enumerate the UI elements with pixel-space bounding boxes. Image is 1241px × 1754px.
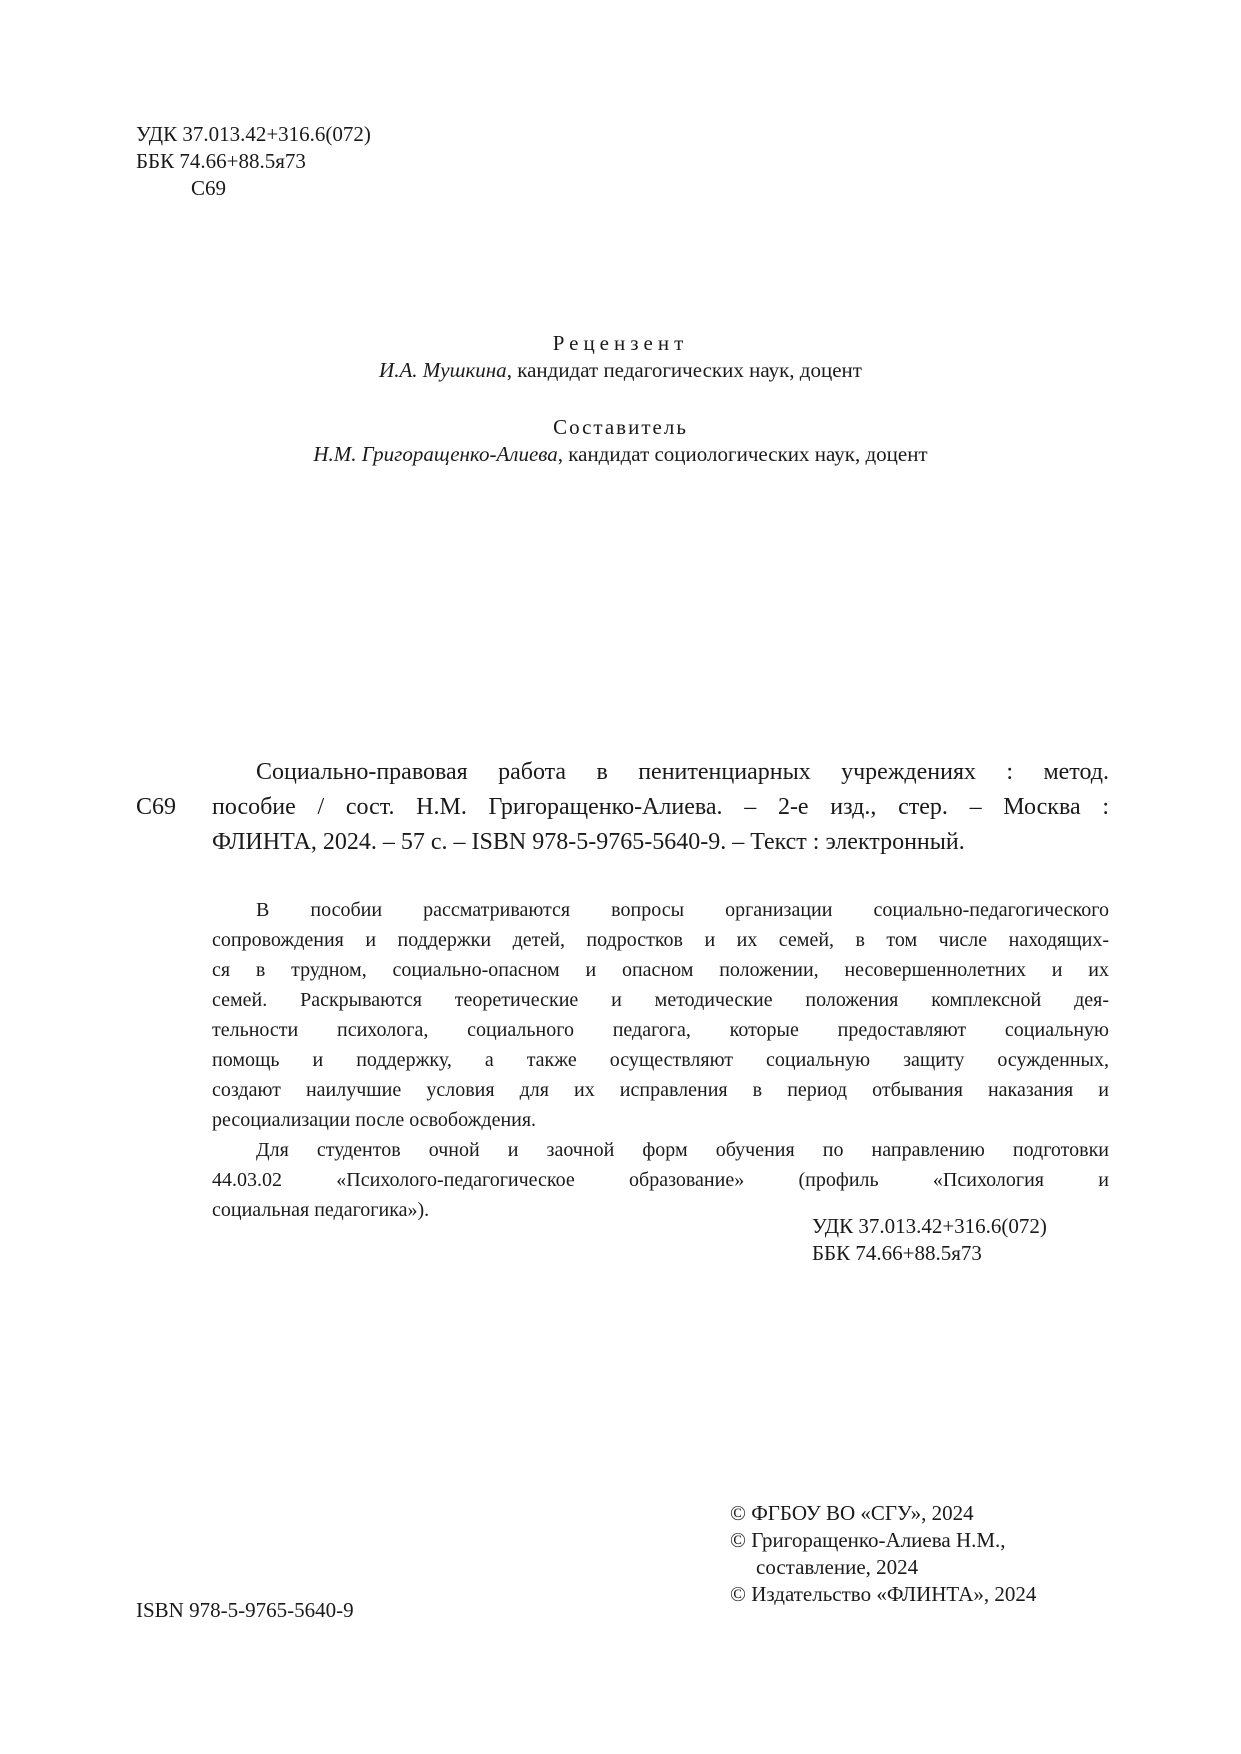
copyright-compiler-cont: составление, 2024 (756, 1555, 919, 1579)
classification-block-bottom (812, 1213, 1047, 1267)
annotation-p1-line-4: семей. Раскрываются теоретические и методические положения комплексной дея- (212, 989, 1109, 1011)
reviewer-name: И.А. Мушкина (379, 358, 507, 382)
author-code: С69 (191, 176, 227, 200)
udk-code-bottom: УДК 37.013.42+316.6(072) (812, 1214, 1047, 1238)
annotation-p1-line-5: тельности психолога, социального педагога, которые предоставляют социальную (212, 1019, 1109, 1041)
credits-block (0, 330, 1241, 468)
annotation-p2-line-2: 44.03.02 «Психолого-педагогическое образование» (профиль «Психология и (212, 1169, 1109, 1191)
annotation-p1-line-6: помощь и поддержку, а также осуществляют социальную защиту осужденных, (212, 1049, 1109, 1071)
reviewer-line (0, 357, 1241, 384)
compiler-line (0, 441, 1241, 468)
bbk-code-bottom: ББК 74.66+88.5я73 (812, 1241, 982, 1265)
annotation (212, 895, 1109, 1225)
annotation-p1-line-3: ся в трудном, социально-опасном и опасном положении, несовершеннолетних и их (212, 959, 1109, 981)
reviewer-role: Рецензент (552, 331, 689, 355)
compiler-credentials: , кандидат социологических наук, доцент (557, 442, 928, 466)
classification-block-top (136, 121, 371, 202)
copyright-university: © ФГБОУ ВО «СГУ», 2024 (730, 1501, 974, 1525)
copyright-compiler: © Григоращенко-Алиева Н.М., (730, 1528, 1006, 1552)
compiler-role: Составитель (553, 415, 688, 439)
annotation-p1-line-2: сопровождения и поддержки детей, подростков и их семей, в том числе находящих- (212, 929, 1109, 951)
annotation-p2-line-3: социальная педагогика»). (212, 1199, 430, 1221)
bibliographic-record (212, 755, 1109, 860)
biblio-line-3: ФЛИНТА, 2024. – 57 с. – ISBN 978-5-9765-5640-9. – Текст : электронный. (212, 829, 965, 855)
annotation-p2-line-1: Для студентов очной и заочной форм обучения по направлению подготовки (256, 1139, 1109, 1161)
compiler-name: Н.М. Григоращенко-Алиева (313, 442, 558, 466)
reviewer-credentials: , кандидат педагогических наук, доцент (506, 358, 862, 382)
annotation-p1-line-1: В пособии рассматриваются вопросы организации социально-педагогического (256, 899, 1109, 921)
biblio-author-code: С69 (136, 794, 177, 820)
copyright-publisher: © Издательство «ФЛИНТА», 2024 (730, 1582, 1037, 1606)
bbk-code: ББК 74.66+88.5я73 (136, 149, 306, 173)
udk-code: УДК 37.013.42+316.6(072) (136, 122, 371, 146)
biblio-line-1: Социально-правовая работа в пенитенциарных учреждениях : метод. (256, 759, 1109, 785)
biblio-line-2: пособие / сост. Н.М. Григоращенко-Алиева. – 2-е изд., стер. – Москва : (212, 794, 1109, 820)
copyright-block (730, 1500, 1036, 1608)
annotation-p1-line-8: ресоциализации после освобождения. (212, 1109, 537, 1131)
annotation-p1-line-7: создают наилучшие условия для их исправления в период отбывания наказания и (212, 1079, 1109, 1101)
isbn: ISBN 978-5-9765-5640-9 (136, 1598, 354, 1622)
